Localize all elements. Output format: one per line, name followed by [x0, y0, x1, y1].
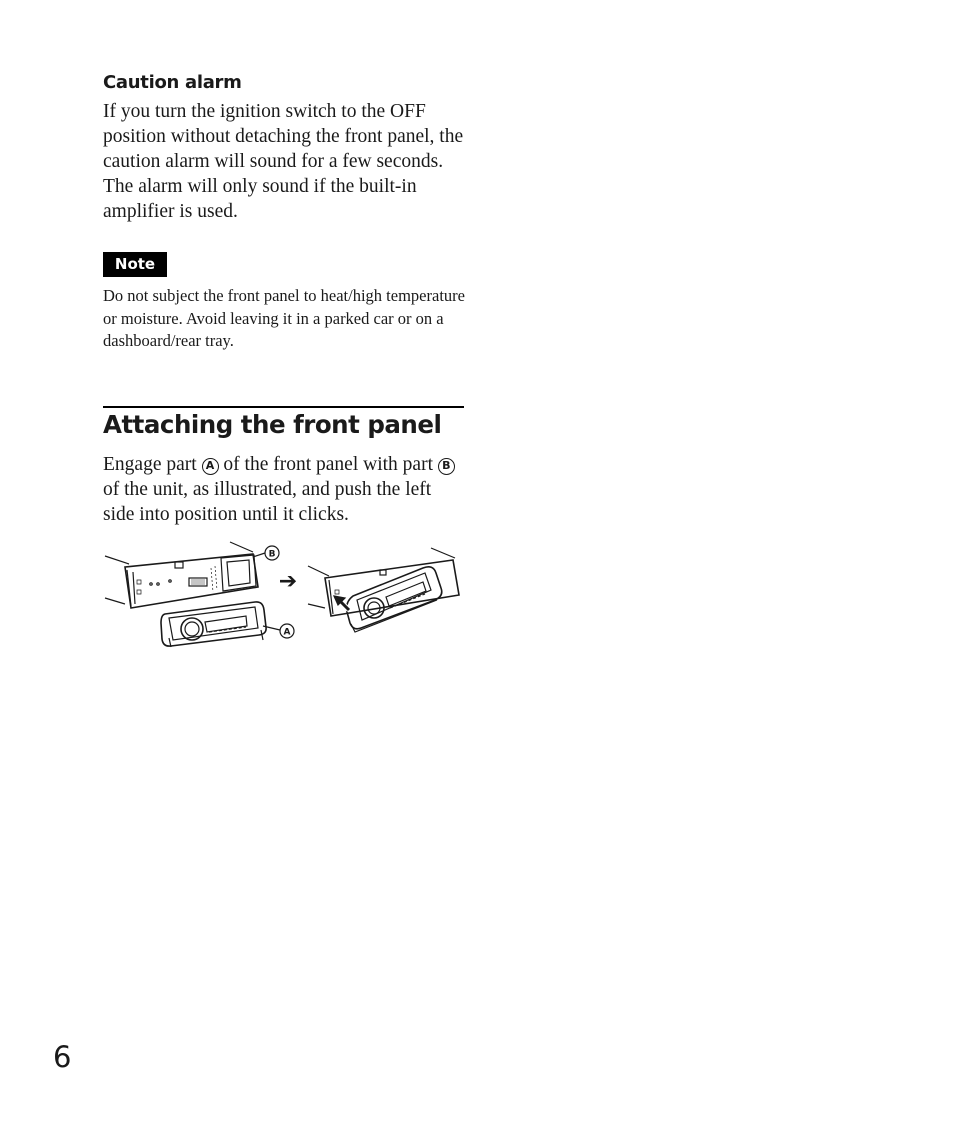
instruction-part-2: of the front panel with part [223, 454, 433, 475]
caution-alarm-text: If you turn the ignition switch to the OFF position without detaching the front panel, the caution alarm will sound for a few seconds. The alarm will only sound if the built-in amplifier is used. [103, 101, 464, 222]
callout-b-label: B [268, 549, 276, 560]
head-unit-left [105, 542, 258, 608]
caution-alarm-heading: Caution alarm [103, 72, 242, 93]
front-panel-detached [161, 602, 266, 647]
attaching-instructions [103, 452, 465, 527]
front-panel-attach-illustration [103, 540, 465, 652]
arrow-right-icon: ➔ [278, 569, 298, 594]
note-label: Note [103, 252, 167, 277]
instruction-part-1: Engage part [103, 454, 197, 475]
section-title: Attaching the front panel [103, 410, 442, 439]
note-text: Do not subject the front panel to heat/high temperature or moisture. Avoid leaving it in a parked car or on a dashboard/rear tray. [103, 286, 465, 350]
callout-a-label: A [283, 627, 291, 638]
page-number: 6 [53, 1040, 72, 1074]
instruction-part-3: of the unit, as illustrated, and push the left side into position until it clicks. [103, 479, 432, 525]
marker-a-icon: A [202, 458, 219, 475]
marker-b-icon: B [438, 458, 455, 475]
